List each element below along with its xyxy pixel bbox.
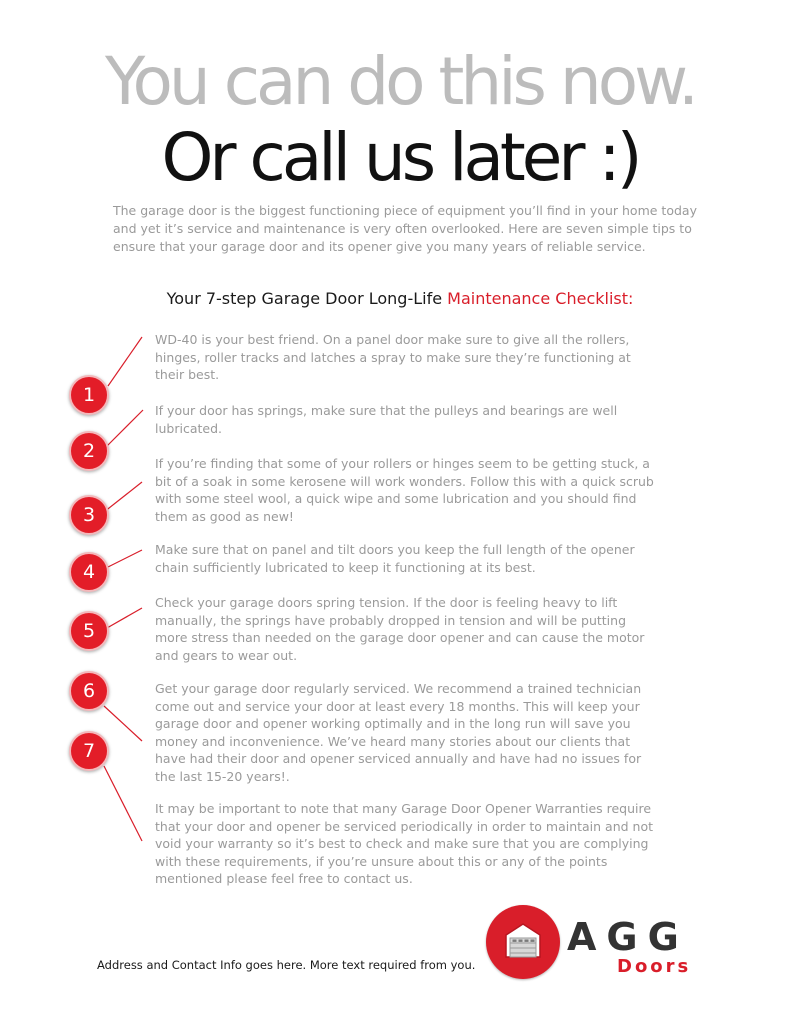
tip-1: WD-40 is your best friend. On a panel door make sure to give all the rollers, hinges, roller tracks and latches a spray to make sure they’re functioning at their best. xyxy=(155,332,631,382)
footer-contact-text: Address and Contact Info goes here. More text required from you. xyxy=(97,958,476,972)
connector-1 xyxy=(108,337,142,386)
step-badge-2: 2 xyxy=(69,431,109,471)
tip-7: It may be important to note that many Garage Door Opener Warranties require that your door and opener be serviced periodically in order to maintain and not void your warranty so it’s best to check and make sure that you are complying with these requirements, if you’re unsure about this or any of the points mentioned please feel free to contact us. xyxy=(155,801,654,886)
step-badge-5: 5 xyxy=(69,611,109,651)
connector-7 xyxy=(104,766,142,841)
connector-6 xyxy=(104,706,142,741)
tip-5: Check your garage doors spring tension. If the door is feeling heavy to lift manually, the springs have probably dropped in tension and will be putting more stress than needed on the garage door opener and can cause the motor and gears to wear out. xyxy=(155,595,645,663)
step-badge-6: 6 xyxy=(69,671,109,711)
tip-6: Get your garage door regularly serviced. We recommend a trained technician come out and service your door at least every 18 months. This will keep your garage door and opener working optimally and in the long run will save you money and inconvenience. We’ve heard many stories about our clients that have had their door and opener serviced annually and have had no issues for the last 15-20 years!. xyxy=(155,681,642,784)
connector-2 xyxy=(106,410,143,447)
checklist-title-accent: Maintenance Checklist: xyxy=(447,289,634,308)
intro-paragraph: The garage door is the biggest functioning piece of equipment you’ll find in your home today and yet it’s service and maintenance is very often overlooked. Here are seven simple tips to ensure that your garage door and its opener give you many years of reliable service. xyxy=(113,203,697,254)
checklist-title-main: Your 7-step Garage Door Long-Life xyxy=(166,289,448,308)
logo-name: AGG xyxy=(567,915,689,959)
tip-4: Make sure that on panel and tilt doors you keep the full length of the opener chain sufficiently lubricated to keep it functioning at its best. xyxy=(155,542,635,575)
step-badge-4: 4 xyxy=(69,552,109,592)
connector-4 xyxy=(106,550,142,568)
tip-2: If your door has springs, make sure that the pulleys and bearings are well lubricated. xyxy=(155,403,618,436)
headline-line-1: You can do this now. xyxy=(104,43,696,120)
step-badge-3: 3 xyxy=(69,495,109,535)
connector-5 xyxy=(107,608,142,628)
step-badge-1: 1 xyxy=(69,375,109,415)
tip-3: If you’re finding that some of your rollers or hinges seem to be getting stuck, a bit of a soak in some kerosene will work wonders. Follow this with a quick scrub with some steel wool, a quick wipe and some lubrication and you should find them as good as new! xyxy=(155,456,654,524)
logo-garage-icon xyxy=(486,905,560,979)
headline-line-2: Or call us later :) xyxy=(161,119,639,196)
connector-3 xyxy=(104,482,142,512)
logo-subtitle: Doors xyxy=(617,956,692,977)
step-badge-7: 7 xyxy=(69,731,109,771)
